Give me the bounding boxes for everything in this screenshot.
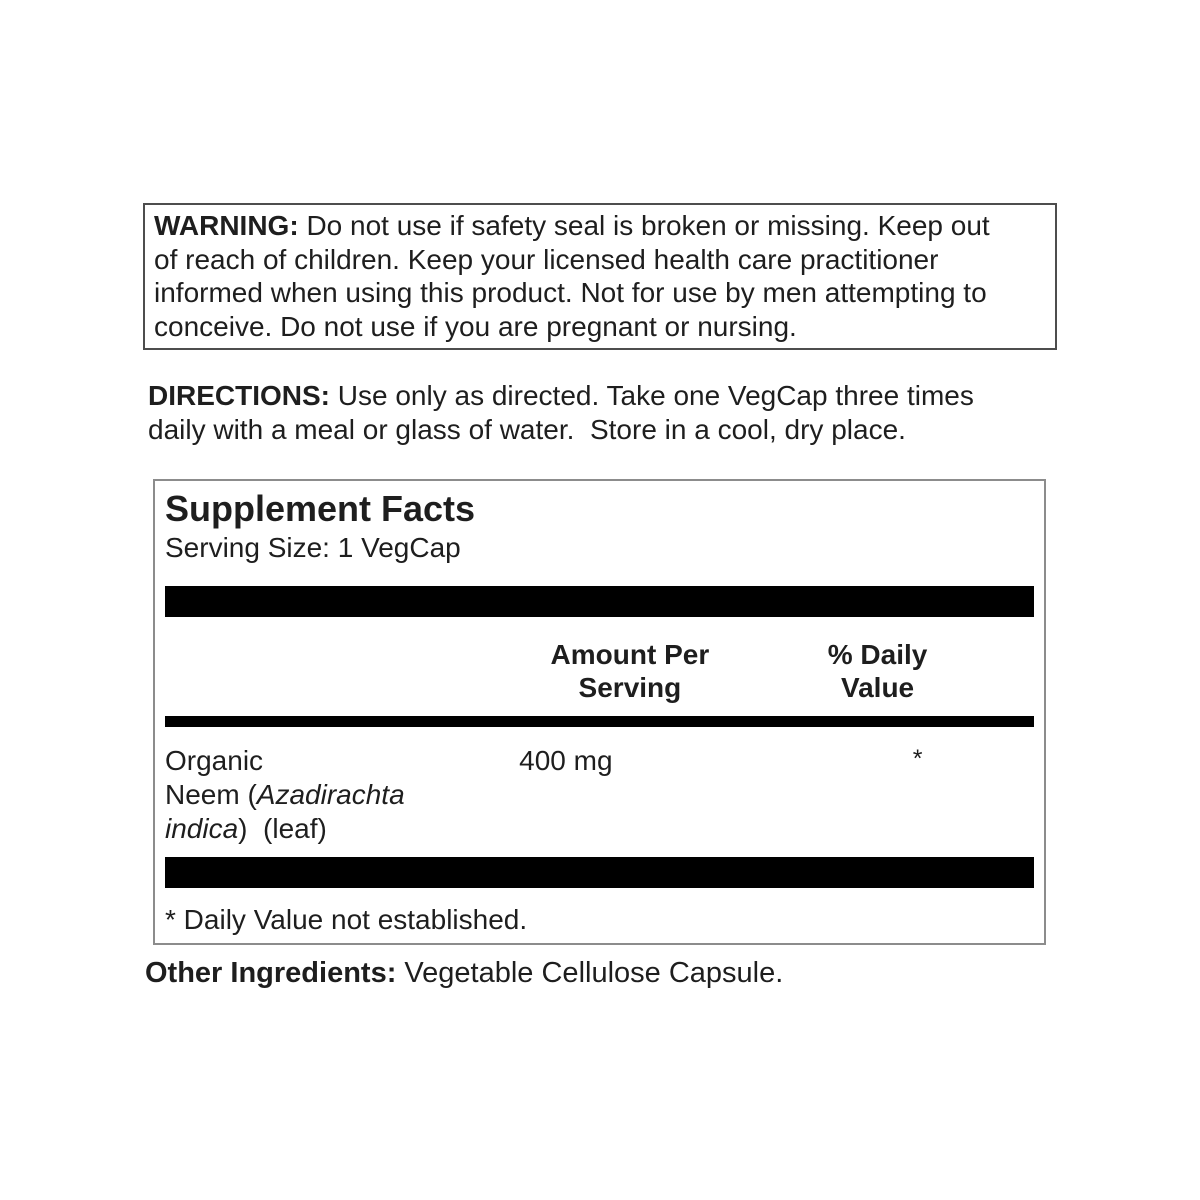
warning-line (154, 209, 1046, 243)
ingredient-daily-value-cell (791, 744, 965, 857)
ingredient-amount-cell (469, 744, 791, 857)
serving-size: Serving Size: 1 VegCap (165, 532, 461, 563)
daily-value-asterisk: * (912, 745, 923, 773)
warning-line: conceive. Do not use if you are pregnant or nursing. (154, 310, 797, 342)
amount-header-line2: Serving (578, 672, 682, 703)
directions-section (148, 379, 1060, 447)
supplement-facts-title: Supplement Facts (165, 488, 476, 529)
ingredient-name-line1: Organic (165, 745, 264, 776)
warning-text: Do not use if safety seal is broken or missing. Keep out (306, 210, 990, 241)
dv-header-line1: % Daily (827, 639, 928, 670)
amount-header-line1: Amount Per (550, 639, 710, 670)
daily-value-header (791, 638, 965, 716)
header-spacer (165, 638, 469, 716)
directions-line: daily with a meal or glass of water. Store in a cool, dry place. (148, 414, 906, 445)
dv-header-line2: Value (840, 672, 915, 703)
other-ingredients-label: Other Ingredients: (145, 957, 397, 989)
ingredient-name-line3 (165, 812, 469, 846)
divider-bar-thick-bottom (165, 857, 1034, 888)
ingredient-name (165, 744, 469, 857)
warning-line: of reach of children. Keep your licensed health care practitioner (154, 243, 939, 275)
ingredient-name-line2 (165, 778, 469, 812)
ingredient-latin-name: Azadirachta (256, 779, 405, 810)
warning-label: WARNING: (154, 210, 299, 241)
other-ingredients-text: Vegetable Cellulose Capsule. (404, 957, 784, 989)
directions-text: Use only as directed. Take one VegCap three times (337, 380, 974, 411)
divider-bar-thick-top (165, 586, 1034, 617)
facts-header-row (165, 617, 1034, 716)
daily-value-footnote: * Daily Value not established. (165, 904, 528, 935)
amount-per-serving-header (469, 638, 791, 716)
directions-label: DIRECTIONS: (148, 380, 330, 411)
warning-box (143, 203, 1057, 350)
ingredient-latin-name: indica (165, 813, 239, 844)
ingredient-name-regular: Neem ( (165, 779, 257, 810)
warning-line: informed when using this product. Not for use by men attempting to (154, 277, 987, 308)
ingredient-row (165, 727, 1034, 857)
supplement-facts-panel (153, 479, 1046, 945)
divider-bar-thin (165, 716, 1034, 727)
directions-line (148, 379, 1060, 413)
ingredient-amount: 400 mg (519, 745, 613, 776)
ingredient-part: ) (leaf) (238, 813, 327, 844)
other-ingredients-section (145, 956, 1057, 990)
